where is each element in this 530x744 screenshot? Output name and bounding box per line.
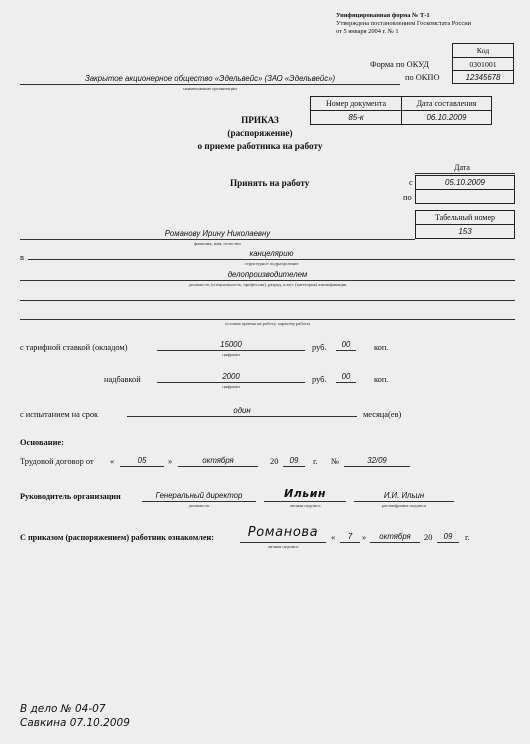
- acquainted-signature-line: [240, 542, 326, 543]
- acquainted-signature: Романова: [247, 525, 319, 540]
- probation-label: с испытанием на срок: [20, 410, 99, 419]
- contract-number-label: №: [331, 457, 339, 466]
- hire-from-value: 05.10.2009: [416, 176, 515, 190]
- form-header-date: от 5 января 2004 г. № 1: [336, 28, 399, 35]
- head-name: И.И. Ильин: [383, 491, 425, 500]
- contract-year: 09: [289, 456, 299, 465]
- contract-quote-open: «: [110, 457, 115, 466]
- tab-number-value: 153: [416, 225, 515, 239]
- acquainted-day-line: [340, 542, 360, 543]
- rate-kop-line: [336, 350, 356, 351]
- hire-from-label: с: [409, 178, 413, 187]
- organization-name: Закрытое акционерное общество «Эдельвейс» (ЗАО «Эдельвейс»): [84, 74, 336, 83]
- job-caption: должность (специальность, профессия), разряд, класс (категория) квалификации: [188, 282, 347, 287]
- document-number-header: Номер документа: [311, 97, 402, 111]
- employee-name-caption: фамилия, имя, отчество: [194, 241, 241, 246]
- acquainted-quote-open: «: [331, 533, 336, 542]
- contract-year-prefix: 20: [270, 457, 279, 466]
- acquainted-signature-caption: личная подпись: [267, 544, 299, 549]
- order-title-main: ПРИКАЗ: [241, 115, 279, 125]
- organization-line: [20, 84, 400, 85]
- order-title-subject: о приеме работника на работу: [197, 141, 323, 151]
- conditions-line: [20, 319, 515, 320]
- acquainted-day: 7: [347, 532, 353, 541]
- document-date: 06.10.2009: [402, 111, 492, 125]
- acquainted-year-prefix: 20: [424, 533, 433, 542]
- head-name-line: [354, 501, 454, 502]
- acquainted-month: октября: [379, 532, 411, 541]
- rate-kop-value: 00: [341, 340, 351, 349]
- form-header-approval: Утверждена постановлением Госкомстата России: [336, 20, 472, 27]
- job-line: [20, 280, 515, 281]
- department-value: канцелярию: [249, 249, 294, 258]
- tab-number-table: [415, 210, 515, 239]
- organization-caption: наименование организации: [183, 86, 237, 91]
- document-number: 85-к: [311, 111, 402, 125]
- tab-number-header: Табельный номер: [416, 211, 515, 225]
- contract-quote-close: »: [168, 457, 173, 466]
- conditions-caption: условия приема на работу, характер работы: [224, 321, 311, 326]
- contract-month-line: [178, 466, 258, 467]
- rate-kop-label: коп.: [374, 343, 389, 352]
- hire-to-label: по: [403, 193, 412, 202]
- okpo-label: по ОКПО: [405, 73, 440, 82]
- hire-date-header-line: [415, 173, 515, 174]
- bonus-line: [157, 382, 305, 383]
- codes-table: [452, 43, 514, 84]
- employee-name-line: [20, 239, 415, 240]
- codes-header: Код: [453, 44, 514, 58]
- hire-date-header: Дата: [454, 163, 470, 172]
- bonus-kop-line: [336, 382, 356, 383]
- contract-label: Трудовой договор от: [20, 457, 94, 466]
- rate-caption: цифрами: [222, 352, 240, 357]
- head-name-caption: расшифровка подписи: [382, 503, 426, 508]
- employee-name: Романову Ирину Николаевну: [164, 229, 271, 238]
- contract-number-line: [344, 466, 410, 467]
- probation-suffix: месяца(ев): [363, 410, 402, 419]
- job-value: делопроизводителем: [227, 270, 308, 279]
- acquainted-year-suffix: г.: [465, 533, 470, 542]
- acquainted-year-line: [437, 542, 459, 543]
- bonus-label: надбавкой: [104, 375, 141, 384]
- acquainted-month-line: [370, 542, 420, 543]
- head-label: Руководитель организации: [20, 492, 121, 501]
- rate-line: [157, 350, 305, 351]
- order-title: [180, 114, 340, 153]
- head-position-caption: должность: [188, 503, 210, 508]
- head-signature-caption: личная подпись: [289, 503, 321, 508]
- okud-value: 0301001: [453, 58, 514, 71]
- bonus-kop-value: 00: [341, 372, 351, 381]
- head-position-line: [142, 501, 256, 502]
- bonus-value: 2000: [222, 372, 240, 381]
- head-position: Генеральный директор: [155, 491, 243, 500]
- probation-value: один: [233, 406, 251, 415]
- document-date-header: Дата составления: [402, 97, 492, 111]
- form-header: [336, 12, 471, 36]
- filing-note: [20, 702, 130, 730]
- acquainted-label: С приказом (распоряжением) работник ознакомлен:: [20, 533, 214, 542]
- rate-value: 15000: [220, 340, 242, 349]
- okpo-value: 12345678: [453, 71, 514, 84]
- okud-label: Форма по ОКУД: [370, 60, 429, 69]
- hire-label: Принять на работу: [230, 178, 310, 188]
- contract-day-line: [120, 466, 164, 467]
- hire-dates-table: [415, 175, 515, 204]
- rate-rub-label: руб.: [312, 343, 327, 352]
- filing-note-signature: Савкина 07.10.2009: [20, 717, 130, 729]
- rate-label: с тарифной ставкой (окладом): [20, 343, 128, 352]
- contract-month: октября: [202, 456, 234, 465]
- contract-day: 05: [137, 456, 147, 465]
- bonus-caption: цифрами: [222, 384, 240, 389]
- filing-note-case: В дело № 04-07: [20, 703, 106, 715]
- contract-year-suffix: г.: [313, 457, 318, 466]
- order-title-sub: (распоряжение): [227, 128, 293, 138]
- department-in-label: в: [20, 253, 24, 262]
- probation-line: [127, 416, 357, 417]
- contract-year-line: [283, 466, 305, 467]
- hire-to-value: [416, 190, 515, 204]
- department-line: [28, 259, 515, 260]
- head-signature-line: [264, 501, 346, 502]
- bonus-kop-label: коп.: [374, 375, 389, 384]
- job-extra-line: [20, 300, 515, 301]
- form-header-title: Унифицированная форма № Т-1: [336, 12, 430, 19]
- acquainted-quote-close: »: [362, 533, 367, 542]
- bonus-rub-label: руб.: [312, 375, 327, 384]
- head-signature: Ильин: [283, 487, 327, 500]
- department-caption: структурное подразделение: [244, 261, 299, 266]
- contract-number: 32/09: [367, 456, 387, 465]
- acquainted-year: 09: [443, 532, 453, 541]
- basis-label: Основание:: [20, 438, 64, 447]
